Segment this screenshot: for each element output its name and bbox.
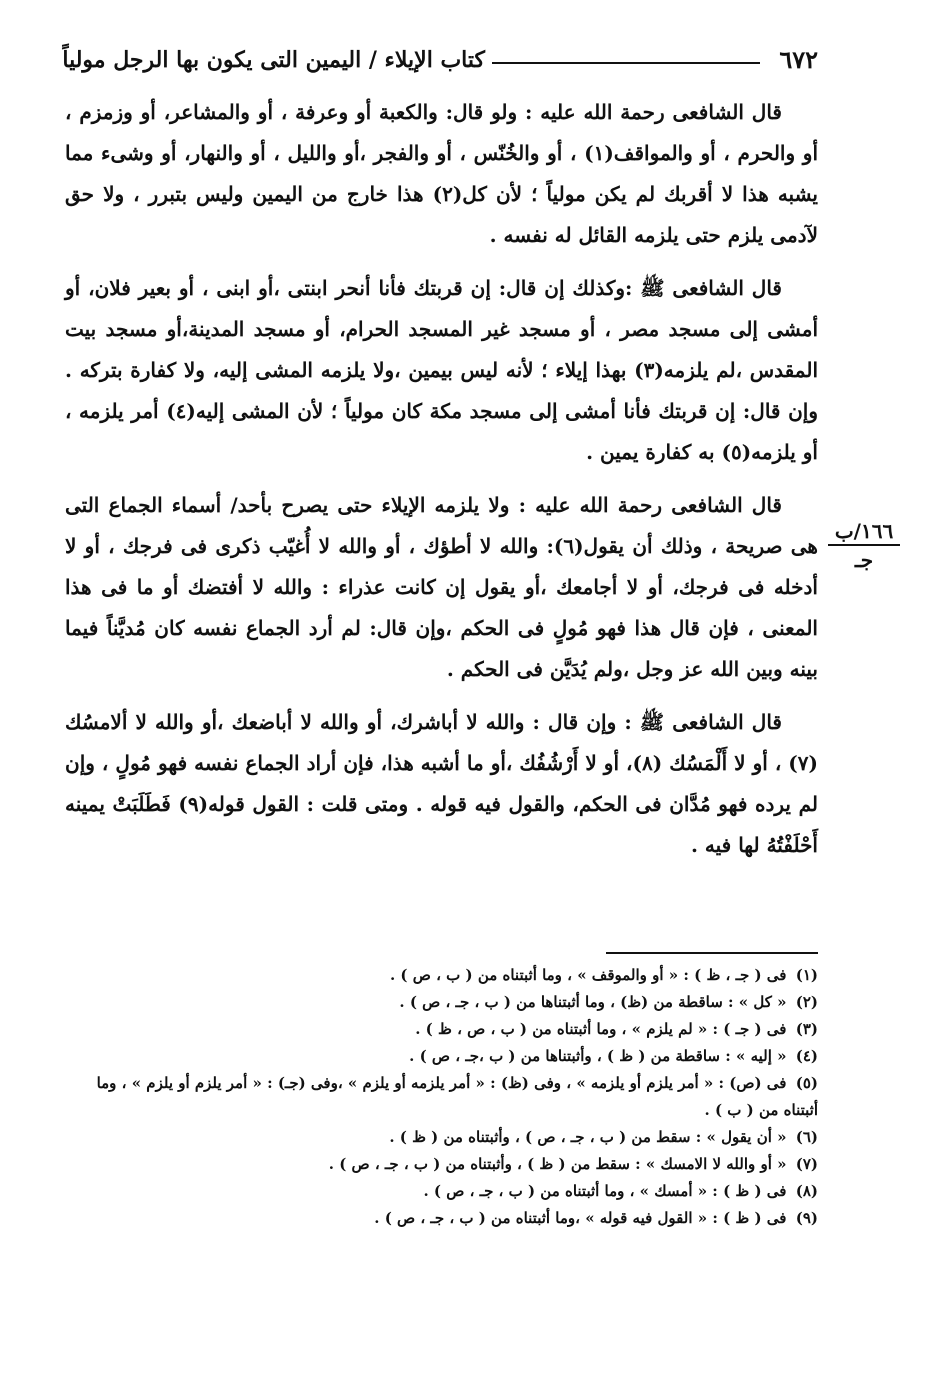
paragraph [65,702,818,866]
footnote [60,1016,818,1043]
running-title: كتاب الإيلاء / اليمين التى يكون بها الرجل مولياً [62,47,485,73]
footnote-number: (٦) [795,1128,818,1146]
paragraph-speaker: قال الشافعى [671,493,782,517]
margin-manuscript-siglum: جـ [854,548,874,572]
paragraph-text: رحمة الله عليه : ولو قال: والكعبة أو وعرفة ، أو والمشاعر، أو وزمزم ، أو والحرم ، أو والمواقف(١) ، أو والخُنّس ، أو والفجر ،أو والليل ، أو والنهار، أو وشىء مما يشبه هذا لا أقربك لم يكن مولياً ؛ لأن كل(٢) هذا خارج من اليمين وليس بتبرر ، ولا حق لآدمى يلزم حتى يلزمه القائل له نفسه . [65,100,819,247]
paragraph [65,92,818,256]
paragraph-speaker: قال الشافعى [672,276,782,300]
footnote-text: فى ( جـ ، ظ ) : « أو والموقف » ، وما أثبتناه من ( ب ، ص ) . [389,966,787,984]
page-number: ٦٧٢ [779,45,818,74]
footnote [60,1070,818,1124]
paragraph-text: ﷺ :وكذلك إن قال: إن قربتك فأنا أنحر ابنتى ،أو ابنى ، أو بعير فلان، أو أمشى إلى مسجد مصر ، أو مسجد غير المسجد الحرام، أو مسجد المدينة،أو مسجد بيت المقدس ،لم يلزمه(٣) بهذا إيلاء ؛ لأنه ليس بيمين ،ولا يلزمه المشى إليه، ولا كفارة بتركه . وإن قال: إن قربتك فأنا أمشى إلى مسجد مكة كان مولياً ؛ لأن المشى إليه(٤) أمر يلزمه ، أو يلزمه(٥) به كفارة يمين . [65,276,819,464]
footnote-number: (٨) [795,1182,818,1200]
paragraph [65,485,818,690]
footnote-number: (١) [795,966,818,984]
footnote-number: (٥) [795,1074,818,1092]
footnote [60,1178,818,1205]
footnote-number: (٢) [795,993,818,1011]
margin-folio-note [828,518,900,574]
paragraph-speaker: قال الشافعى [672,100,782,124]
paragraph-text: ﷺ : وإن قال : والله لا أباشرك، أو والله لا أباضعك ،أو والله لا ألامسُك (٧) ، أو لا أَلْمَسُك (٨)، أو لا أَرْشُفُك ،أو ما أشبه هذا، فإن أراد الجماع نفسه فهو مُولٍ ، وإن لم يرده فهو مُدَّان فى الحكم، والقول فيه قوله . ومتى قلت : القول قوله(٩) فَطَلَبَتْ يمينه أَحْلَفْتُهُ لها فيه . [65,710,818,857]
footnote-text: فى ( ظ ) : « القول فيه قوله » ،وما أثبتناه من ( ب ، جـ ، ص ) . [374,1209,787,1227]
margin-folio: ١٦٦/ب [828,518,900,546]
footnote-text: « كل » : ساقطة من (ظ) ، وما أثبتناها من ( ب ، جـ ، ص ) . [399,993,787,1011]
footnote [60,1205,818,1232]
footnote [60,1124,818,1151]
header-rule [492,62,760,64]
page-header [62,40,818,80]
footnote-text: « إليه » : ساقطة من ( ظ ) ، وأثبتناها من ( ب ،جـ ، ص ) . [409,1047,787,1065]
footnote-text: فى ( ظ ) : « أمسك » ، وما أثبتناه من ( ب ، جـ ، ص ) . [423,1182,787,1200]
paragraph-speaker: قال الشافعى [672,710,782,734]
footnote-number: (٧) [795,1155,818,1173]
footnote [60,1043,818,1070]
footnote-number: (٣) [795,1020,818,1038]
footnote [60,989,818,1016]
footnote-rule [606,952,818,954]
footnote-number: (٤) [795,1047,818,1065]
footnote-text: « أن يقول » : سقط من ( ب ، جـ ، ص ) ، وأثبتناه من ( ظ ) . [389,1128,787,1146]
footnote-text: فى (ص) : « أمر يلزم أو يلزمه » ، وفى (ظ) : « أمر يلزمه أو يلزم » ،وفى (جـ) : « أمر يلزم أو يلزم » ، وما أثبتناه من ( ب ) . [96,1074,818,1119]
footnotes [60,962,818,1232]
footnote-text: « أو والله لا الامسك » : سقط من ( ظ ) ، وأثبتناه من ( ب ، جـ ، ص ) . [328,1155,787,1173]
footnote [60,1151,818,1178]
paragraph [65,268,818,473]
footnote-number: (٩) [795,1209,818,1227]
footnote-text: فى ( جـ ) : « لم يلزم » ، وما أثبتناه من ( ب ، ص ، ظ ) . [415,1020,787,1038]
paragraph-text: رحمة الله عليه : ولا يلزمه الإيلاء حتى يصرح بأحد/ أسماء الجماع التى هى صريحة ، وذلك أن يقول(٦): والله لا أطؤك ، أو والله لا أُغيّب ذكرى فى فرجك ، أو لا أدخله فى فرجك، أو لا أجامعك ،أو يقول إن كانت عذراء : والله لا أفتضك أو ما فى هذا المعنى ، فإن قال هذا فهو مُولٍ فى الحكم ،وإن قال: لم أرد الجماع نفسه كان مُديَّناً فيما بينه وبين الله عز وجل ،ولم يُدَيَّن فى الحكم . [65,493,818,681]
main-text [65,92,818,878]
footnote [60,962,818,989]
